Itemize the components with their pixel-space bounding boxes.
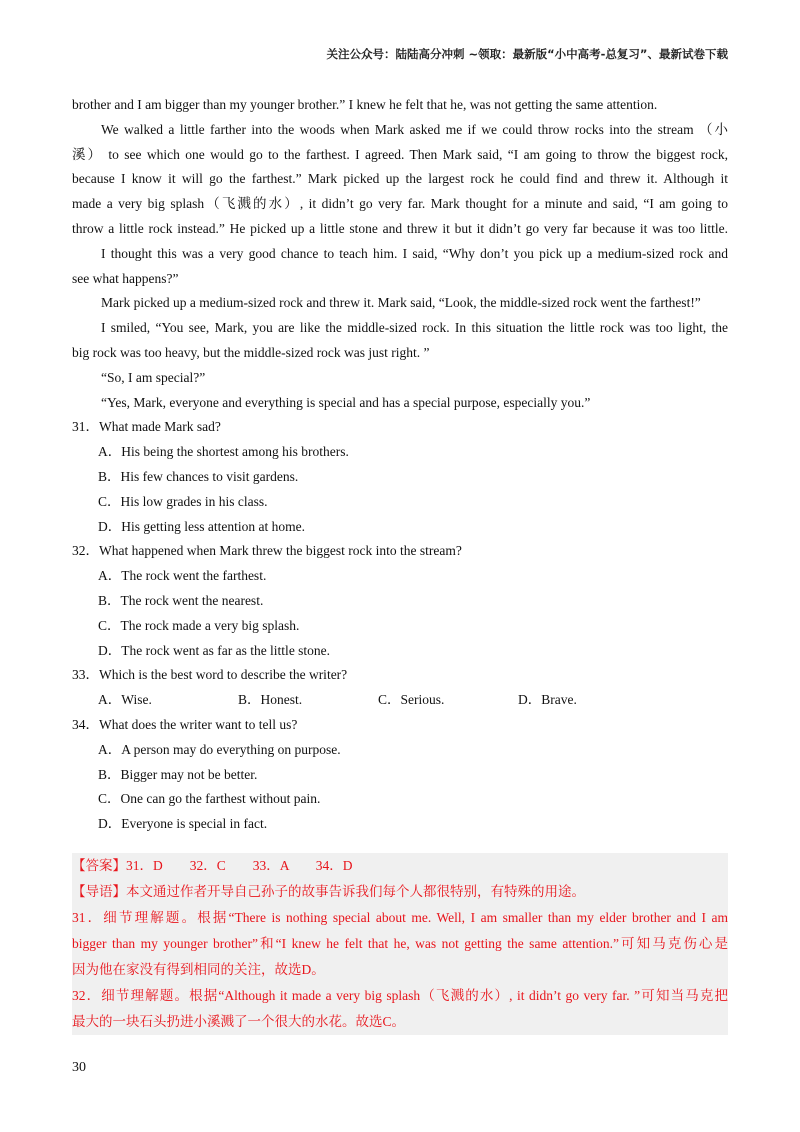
passage-line: brother and I am bigger than my younger brother.” I knew he felt that he, was not getting the same attention.: [72, 97, 658, 112]
question-option: C．His low grades in his class.: [98, 493, 268, 509]
explanation-line: 最大的一块石头扔进小溪溅了一个很大的水花。故选C。: [72, 1014, 406, 1029]
question-option: D．The rock went as far as the little stone.: [98, 642, 331, 658]
question-option: D．Everyone is special in fact.: [98, 816, 268, 832]
question-option: B．Bigger may not be better.: [98, 766, 258, 782]
question-option: D．His getting less attention at home.: [98, 518, 305, 534]
explanation-line: 因为他在家没有得到相同的关注，故选D。: [72, 962, 325, 977]
question-option: A．A person may do everything on purpose.: [98, 741, 341, 757]
explanation-line: bigger than my younger brother”和“I knew he felt that he, was not getting the same attention.”可知马克伤心是: [72, 936, 728, 951]
question-option: A．Wise.: [98, 692, 152, 708]
question-option: C．The rock made a very big splash.: [98, 617, 300, 633]
passage-line: made a very big splash（飞溅的水）, it didn’t go very far. Mark thought for a minute and said, “I am going to: [72, 196, 728, 212]
question-stem: 32．What happened when Mark threw the biggest rock into the stream?: [72, 543, 462, 559]
explanation-line: 31．细节理解题。根据“There is nothing special about me. Well, I am smaller than my elder brother and I am: [72, 910, 728, 925]
passage-line: Mark picked up a medium-sized rock and threw it. Mark said, “Look, the middle-sized rock went the farthest!”: [101, 295, 701, 311]
question-option: C．Serious.: [378, 692, 445, 708]
answer-explanation-box: [72, 853, 728, 1035]
question-option: B．Honest.: [238, 692, 303, 708]
question-option: A．His being the shortest among his brothers.: [98, 444, 349, 460]
passage-line: throw a little rock instead.” He picked up a little stone and threw it but it didn’t go very far because it was too little.: [72, 220, 728, 236]
question-options-row: [72, 688, 728, 713]
page-header: 关注公众号：陆陆高分冲刺 ~领取：最新版“小中高考-总复习”、最新试卷下载: [326, 47, 728, 61]
answer-intro: 【导语】本文通过作者开导自己孙子的故事告诉我们每个人都很特别，有特殊的用途。: [72, 884, 585, 899]
question-option: C．One can go the farthest without pain.: [98, 791, 321, 807]
passage-line: big rock was too heavy, but the middle-sized rock was just right. ”: [72, 344, 430, 360]
question-option: D．Brave.: [518, 692, 577, 708]
passage-line: because I know it will go the farthest.” Mark picked up the largest rock he could find and threw it. Although it: [72, 171, 728, 187]
document-body: [72, 93, 728, 837]
question-option: B．The rock went the nearest.: [98, 592, 264, 608]
explanation-line: 32．细节理解题。根据“Although it made a very big splash（飞溅的水）, it didn’t go very far. ”可知当马克把: [72, 988, 728, 1003]
passage-line: “Yes, Mark, everyone and everything is special and has a special purpose, especially you.”: [101, 394, 591, 410]
passage-line: I thought this was a very good chance to teach him. I said, “Why don’t you pick up a medium-sized rock and: [101, 245, 728, 261]
question-option: B．His few chances to visit gardens.: [98, 468, 299, 484]
question-stem: 34．What does the writer want to tell us?: [72, 716, 298, 732]
question-option: A．The rock went the farthest.: [98, 568, 267, 584]
question-stem: 33．Which is the best word to describe the writer?: [72, 667, 348, 683]
passage-line: see what happens?”: [72, 270, 179, 286]
passage-line: 溪） to see which one would go to the farthest. I agreed. Then Mark said, “I am going to throw the biggest rock,: [72, 146, 728, 162]
answer-key: 【答案】31．D 32．C 33．A 34．D: [72, 858, 353, 873]
passage-line: We walked a little farther into the woods when Mark asked me if we could throw rocks into the stream （小: [101, 121, 728, 137]
page-number: 30: [72, 1060, 86, 1075]
passage-line: “So, I am special?”: [101, 369, 206, 385]
passage-line: I smiled, “You see, Mark, you are like the middle-sized rock. In this situation the little rock was too light, the: [101, 320, 728, 336]
question-stem: 31．What made Mark sad?: [72, 419, 221, 435]
